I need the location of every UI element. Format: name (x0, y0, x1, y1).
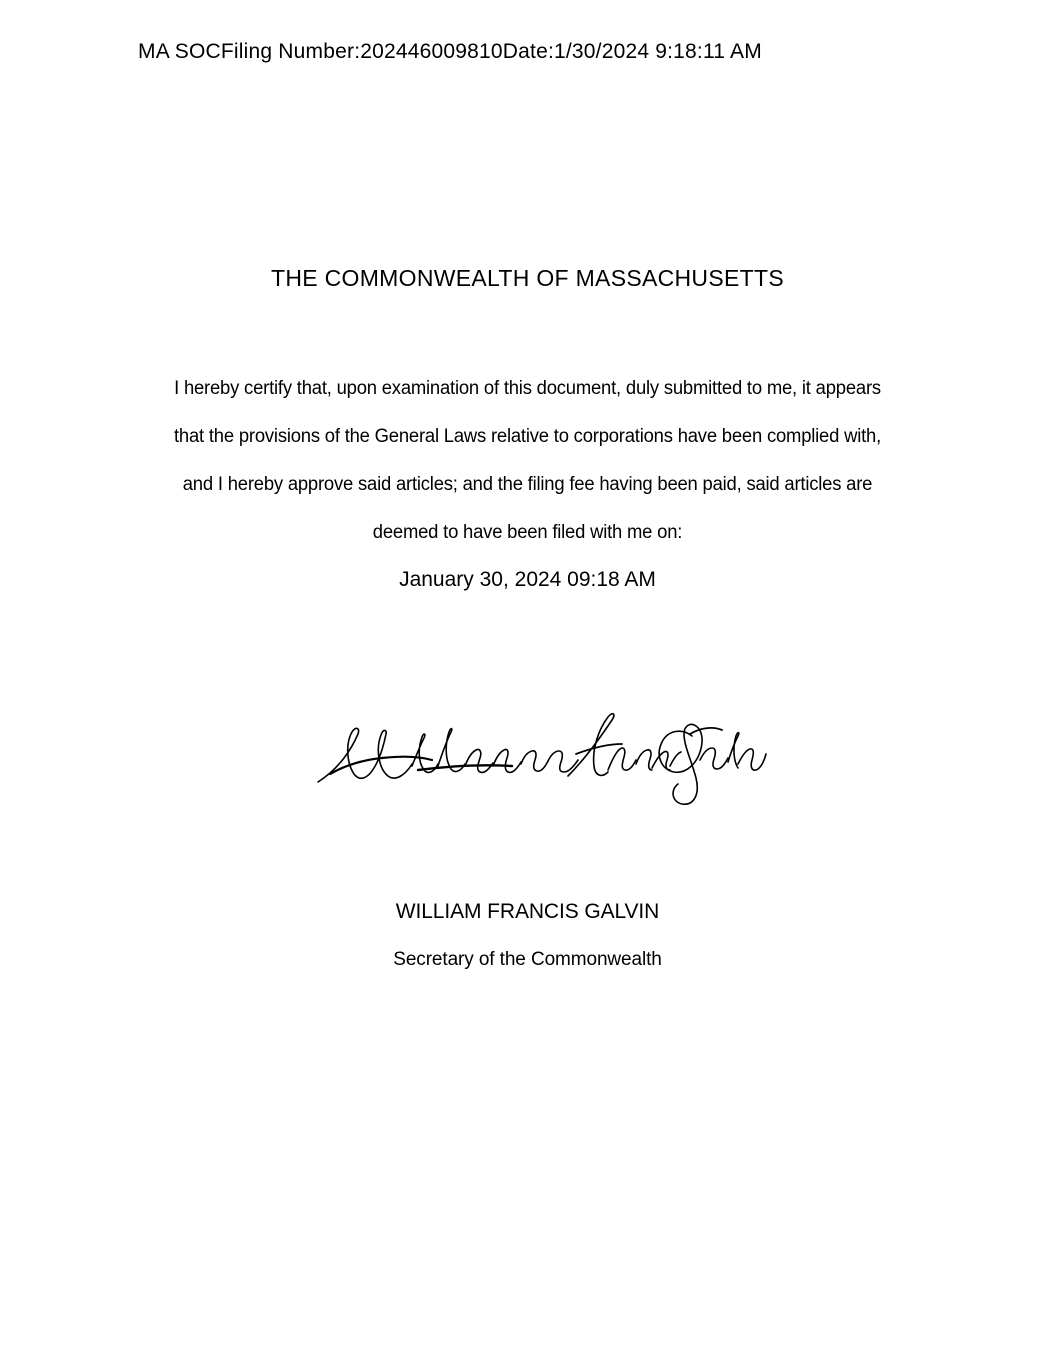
certification-text (0, 365, 1055, 557)
signature-image (300, 690, 770, 830)
certification-line-1: I hereby certify that, upon examination of this document, duly submitted to me, it appears (174, 378, 881, 399)
page-title: THE COMMONWEALTH OF MASSACHUSETTS (271, 265, 784, 291)
header-date-label: Date: (502, 40, 554, 63)
certification-line-4: deemed to have been filed with me on: (372, 522, 683, 543)
certification-line-2: that the provisions of the General Laws relative to corporations have been complied with, (173, 426, 882, 447)
header-filing-label: Filing Number: (220, 40, 361, 63)
header-filing-number: 202446009810 (360, 40, 503, 63)
filed-date: January 30, 2024 09:18 AM (399, 568, 656, 591)
header-date-value: 1/30/2024 9:18:11 AM (554, 40, 762, 63)
certification-line-3: and I hereby approve said articles; and the filing fee having been paid, said articles are (182, 474, 873, 495)
signer-title: Secretary of the Commonwealth (393, 949, 662, 970)
header-agency: MA SOC (138, 40, 221, 63)
filing-header (138, 40, 762, 64)
signer-name: WILLIAM FRANCIS GALVIN (395, 900, 660, 923)
